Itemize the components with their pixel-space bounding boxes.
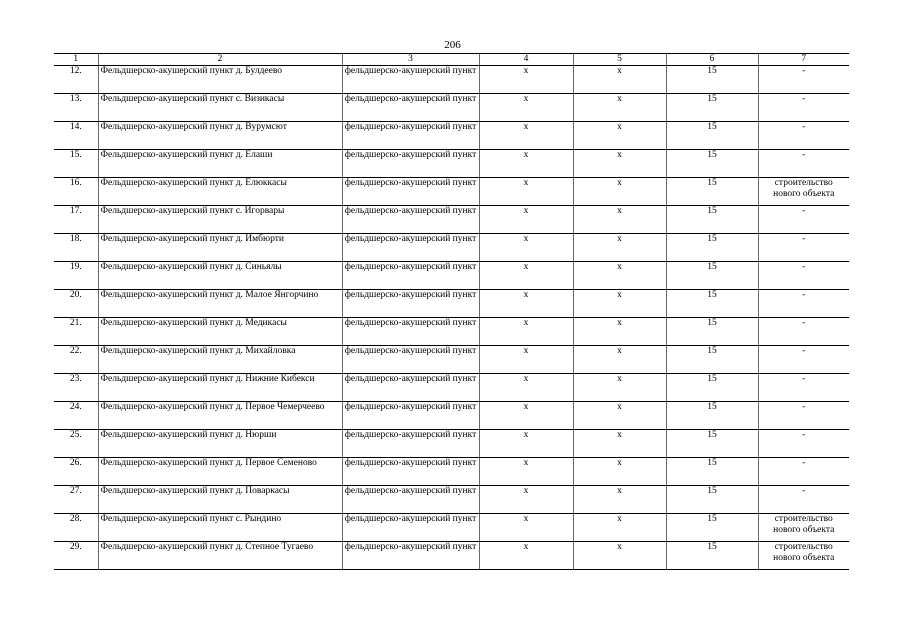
facility-name: Фельдшерско-акушерский пункт д. Поваркасы — [98, 486, 342, 514]
note: - — [758, 374, 849, 402]
table-row — [54, 262, 849, 290]
table-row — [54, 234, 849, 262]
facility-name: Фельдшерско-акушерский пункт д. Медикасы — [98, 318, 342, 346]
column-5-value: х — [573, 290, 666, 318]
column-6-value: 15 — [666, 178, 758, 206]
column-4-value: х — [479, 346, 573, 374]
table-row — [54, 430, 849, 458]
facility-type: фельдшерско-акушерский пункт — [342, 514, 479, 542]
column-6-value: 15 — [666, 430, 758, 458]
row-number: 27. — [54, 486, 98, 514]
column-4-value: х — [479, 234, 573, 262]
row-number: 18. — [54, 234, 98, 262]
facility-name: Фельдшерско-акушерский пункт с. Игорвары — [98, 206, 342, 234]
note: - — [758, 66, 849, 94]
column-6-value: 15 — [666, 458, 758, 486]
note: - — [758, 122, 849, 150]
column-number-row — [54, 54, 849, 66]
note: строительство нового объекта — [758, 178, 849, 206]
column-5-value: х — [573, 542, 666, 570]
column-6-value: 15 — [666, 122, 758, 150]
table-row — [54, 122, 849, 150]
table-row — [54, 514, 849, 542]
note: - — [758, 94, 849, 122]
facility-name: Фельдшерско-акушерский пункт д. Вурумсют — [98, 122, 342, 150]
row-number: 28. — [54, 514, 98, 542]
column-5-value: х — [573, 374, 666, 402]
column-5-value: х — [573, 122, 666, 150]
column-6-value: 15 — [666, 486, 758, 514]
facility-type: фельдшерско-акушерский пункт — [342, 402, 479, 430]
column-6-value: 15 — [666, 66, 758, 94]
row-number: 29. — [54, 542, 98, 570]
column-6-value: 15 — [666, 206, 758, 234]
column-4-value: х — [479, 178, 573, 206]
column-4-value: х — [479, 458, 573, 486]
column-6-value: 15 — [666, 318, 758, 346]
column-5-value: х — [573, 206, 666, 234]
facility-type: фельдшерско-акушерский пункт — [342, 290, 479, 318]
facility-type: фельдшерско-акушерский пункт — [342, 458, 479, 486]
column-4-value: х — [479, 66, 573, 94]
column-number: 1 — [54, 54, 98, 66]
column-5-value: х — [573, 234, 666, 262]
facility-type: фельдшерско-акушерский пункт — [342, 178, 479, 206]
facility-type: фельдшерско-акушерский пункт — [342, 122, 479, 150]
facility-name: Фельдшерско-акушерский пункт д. Нижние Кибекси — [98, 374, 342, 402]
facility-type: фельдшерско-акушерский пункт — [342, 66, 479, 94]
table-row — [54, 206, 849, 234]
facility-name: Фельдшерско-акушерский пункт д. Елюккасы — [98, 178, 342, 206]
row-number: 21. — [54, 318, 98, 346]
column-number: 6 — [666, 54, 758, 66]
table-row — [54, 542, 849, 570]
table-row — [54, 318, 849, 346]
page-number: 206 — [444, 39, 461, 51]
table-row — [54, 346, 849, 374]
column-4-value: х — [479, 542, 573, 570]
facility-name: Фельдшерско-акушерский пункт д. Елаши — [98, 150, 342, 178]
column-4-value: х — [479, 430, 573, 458]
row-number: 23. — [54, 374, 98, 402]
note: - — [758, 402, 849, 430]
column-4-value: х — [479, 374, 573, 402]
facility-name: Фельдшерско-акушерский пункт д. Синьялы — [98, 262, 342, 290]
column-4-value: х — [479, 290, 573, 318]
table-row — [54, 150, 849, 178]
table-row — [54, 290, 849, 318]
facility-name: Фельдшерско-акушерский пункт д. Имбюрти — [98, 234, 342, 262]
note: - — [758, 346, 849, 374]
facility-name: Фельдшерско-акушерский пункт д. Первое Семеново — [98, 458, 342, 486]
column-6-value: 15 — [666, 150, 758, 178]
facility-type: фельдшерско-акушерский пункт — [342, 542, 479, 570]
table-row — [54, 402, 849, 430]
table-row — [54, 458, 849, 486]
facility-type: фельдшерско-акушерский пункт — [342, 374, 479, 402]
facility-name: Фельдшерско-акушерский пункт д. Нюрши — [98, 430, 342, 458]
row-number: 22. — [54, 346, 98, 374]
column-5-value: х — [573, 458, 666, 486]
table-row — [54, 94, 849, 122]
column-5-value: х — [573, 66, 666, 94]
facility-type: фельдшерско-акушерский пункт — [342, 346, 479, 374]
column-number: 2 — [98, 54, 342, 66]
column-5-value: х — [573, 514, 666, 542]
column-6-value: 15 — [666, 514, 758, 542]
facility-type: фельдшерско-акушерский пункт — [342, 206, 479, 234]
column-5-value: х — [573, 318, 666, 346]
row-number: 25. — [54, 430, 98, 458]
facility-type: фельдшерско-акушерский пункт — [342, 234, 479, 262]
column-number: 4 — [479, 54, 573, 66]
row-number: 16. — [54, 178, 98, 206]
facility-type: фельдшерско-акушерский пункт — [342, 318, 479, 346]
column-number: 5 — [573, 54, 666, 66]
table-row — [54, 178, 849, 206]
column-6-value: 15 — [666, 290, 758, 318]
note: - — [758, 430, 849, 458]
column-4-value: х — [479, 402, 573, 430]
note: - — [758, 318, 849, 346]
column-6-value: 15 — [666, 94, 758, 122]
facility-type: фельдшерско-акушерский пункт — [342, 150, 479, 178]
row-number: 12. — [54, 66, 98, 94]
facility-type: фельдшерско-акушерский пункт — [342, 486, 479, 514]
column-6-value: 15 — [666, 542, 758, 570]
row-number: 24. — [54, 402, 98, 430]
column-4-value: х — [479, 514, 573, 542]
note: - — [758, 262, 849, 290]
facility-name: Фельдшерско-акушерский пункт с. Рындино — [98, 514, 342, 542]
row-number: 17. — [54, 206, 98, 234]
row-number: 20. — [54, 290, 98, 318]
column-5-value: х — [573, 430, 666, 458]
row-number: 14. — [54, 122, 98, 150]
note: строительство нового объекта — [758, 514, 849, 542]
note: - — [758, 150, 849, 178]
facility-name: Фельдшерско-акушерский пункт д. Малое Янгорчино — [98, 290, 342, 318]
row-number: 26. — [54, 458, 98, 486]
note: - — [758, 206, 849, 234]
table-row — [54, 486, 849, 514]
column-4-value: х — [479, 150, 573, 178]
column-5-value: х — [573, 262, 666, 290]
column-4-value: х — [479, 262, 573, 290]
column-4-value: х — [479, 206, 573, 234]
column-6-value: 15 — [666, 374, 758, 402]
column-4-value: х — [479, 486, 573, 514]
column-6-value: 15 — [666, 262, 758, 290]
note: - — [758, 234, 849, 262]
column-5-value: х — [573, 486, 666, 514]
facility-type: фельдшерско-акушерский пункт — [342, 430, 479, 458]
column-5-value: х — [573, 402, 666, 430]
column-number: 3 — [342, 54, 479, 66]
facility-name: Фельдшерско-акушерский пункт д. Михайловка — [98, 346, 342, 374]
facility-name: Фельдшерско-акушерский пункт д. Первое Чемерчеево — [98, 402, 342, 430]
column-5-value: х — [573, 346, 666, 374]
column-6-value: 15 — [666, 346, 758, 374]
column-5-value: х — [573, 150, 666, 178]
note: - — [758, 458, 849, 486]
note: - — [758, 486, 849, 514]
table-row — [54, 374, 849, 402]
facility-name: Фельдшерско-акушерский пункт с. Визикасы — [98, 94, 342, 122]
facility-type: фельдшерско-акушерский пункт — [342, 262, 479, 290]
column-6-value: 15 — [666, 402, 758, 430]
row-number: 15. — [54, 150, 98, 178]
row-number: 19. — [54, 262, 98, 290]
note: строительство нового объекта — [758, 542, 849, 570]
column-5-value: х — [573, 178, 666, 206]
note: - — [758, 290, 849, 318]
column-4-value: х — [479, 318, 573, 346]
column-4-value: х — [479, 94, 573, 122]
row-number: 13. — [54, 94, 98, 122]
facility-name: Фельдшерско-акушерский пункт д. Степное Тугаево — [98, 542, 342, 570]
facilities-table — [54, 53, 849, 570]
column-5-value: х — [573, 94, 666, 122]
facility-name: Фельдшерско-акушерский пункт д. Булдеево — [98, 66, 342, 94]
column-6-value: 15 — [666, 234, 758, 262]
table-row — [54, 66, 849, 94]
column-4-value: х — [479, 122, 573, 150]
column-number: 7 — [758, 54, 849, 66]
facility-type: фельдшерско-акушерский пункт — [342, 94, 479, 122]
